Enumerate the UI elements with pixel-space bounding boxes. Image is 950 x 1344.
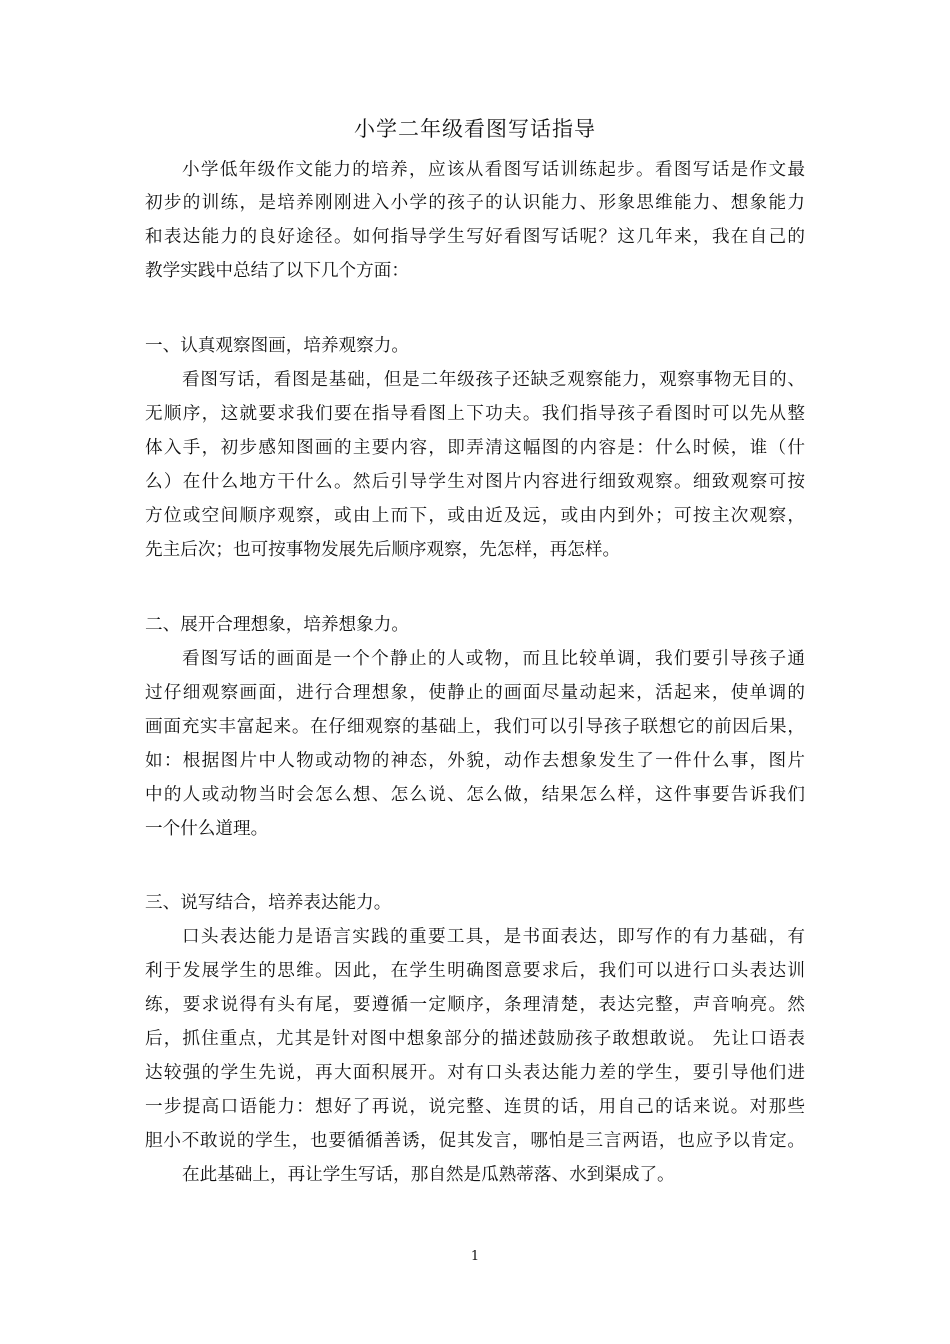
intro-line: 教学实践中总结了以下几个方面： (145, 261, 409, 281)
section-heading: 一、认真观察图画，培养观察力。 (145, 336, 409, 356)
paragraph-line: 中的人或动物当时会怎么想、怎么说、怎么做，结果怎么样，这件事要告诉我们 (145, 785, 805, 805)
paragraph-line: 胆小不敢说的学生，也要循循善诱，促其发言，哪怕是三言两语，也应予以肯定。 (145, 1131, 805, 1151)
paragraph-line: 一个什么道理。 (145, 819, 269, 839)
paragraph-line: 利于发展学生的思维。因此，在学生明确图意要求后，我们可以进行口头表达训 (145, 961, 805, 981)
intro-line: 初步的训练，是培养刚刚进入小学的孩子的认识能力、形象思维能力、想象能力 (145, 193, 805, 213)
paragraph-line: 看图写话的画面是一个个静止的人或物，而且比较单调，我们要引导孩子通 (182, 649, 805, 669)
paragraph-line: 体入手，初步感知图画的主要内容，即弄清这幅图的内容是：什么时候，谁（什 (145, 438, 805, 458)
section-heading: 三、说写结合，培养表达能力。 (145, 893, 392, 913)
paragraph-line: 口头表达能力是语言实践的重要工具，是书面表达，即写作的有力基础，有 (182, 927, 805, 947)
intro-line: 和表达能力的良好途径。如何指导学生写好看图写话呢？这几年来，我在自己的 (145, 227, 805, 247)
document-title: 小学二年级看图写话指导 (354, 117, 596, 141)
paragraph-line: 先主后次；也可按事物发展先后顺序观察，先怎样，再怎样。 (145, 540, 621, 560)
paragraph-line: 练，要求说得有头有尾，要遵循一定顺序，条理清楚，表达完整，声音响亮。然 (145, 995, 805, 1015)
section-heading: 二、展开合理想象，培养想象力。 (145, 615, 409, 635)
paragraph-line: 过仔细观察画面，进行合理想象，使静止的画面尽量动起来，活起来，使单调的 (145, 683, 805, 703)
intro-line: 小学低年级作文能力的培养，应该从看图写话训练起步。看图写话是作文最 (182, 160, 805, 180)
paragraph-line: 方位或空间顺序观察，或由上而下，或由近及远，或由内到外；可按主次观察， (145, 506, 805, 526)
paragraph-line: 后，抓住重点，尤其是针对图中想象部分的描述鼓励孩子敢想敢说。 先让口语表 (145, 1029, 805, 1049)
closing-line: 在此基础上，再让学生写话，那自然是瓜熟蒂落、水到渠成了。 (182, 1165, 675, 1185)
paragraph-line: 无顺序，这就要求我们要在指导看图上下功夫。我们指导孩子看图时可以先从整 (145, 404, 805, 424)
paragraph-line: 达较强的学生先说，再大面积展开。对有口头表达能力差的学生，要引导他们进 (145, 1063, 805, 1083)
paragraph-line: 看图写话，看图是基础，但是二年级孩子还缺乏观察能力，观察事物无目的、 (182, 370, 805, 390)
page-number: 1 (470, 1249, 480, 1264)
paragraph-line: 画面充实丰富起来。在仔细观察的基础上，我们可以引导孩子联想它的前因后果， (145, 717, 805, 737)
paragraph-line: 如：根据图片中人物或动物的神态，外貌，动作去想象发生了一件什么事，图片 (145, 751, 805, 771)
paragraph-line: 一步提高口语能力：想好了再说，说完整、连贯的话，用自己的话来说。对那些 (145, 1097, 805, 1117)
paragraph-line: 么）在什么地方干什么。然后引导学生对图片内容进行细致观察。细致观察可按 (145, 472, 805, 492)
